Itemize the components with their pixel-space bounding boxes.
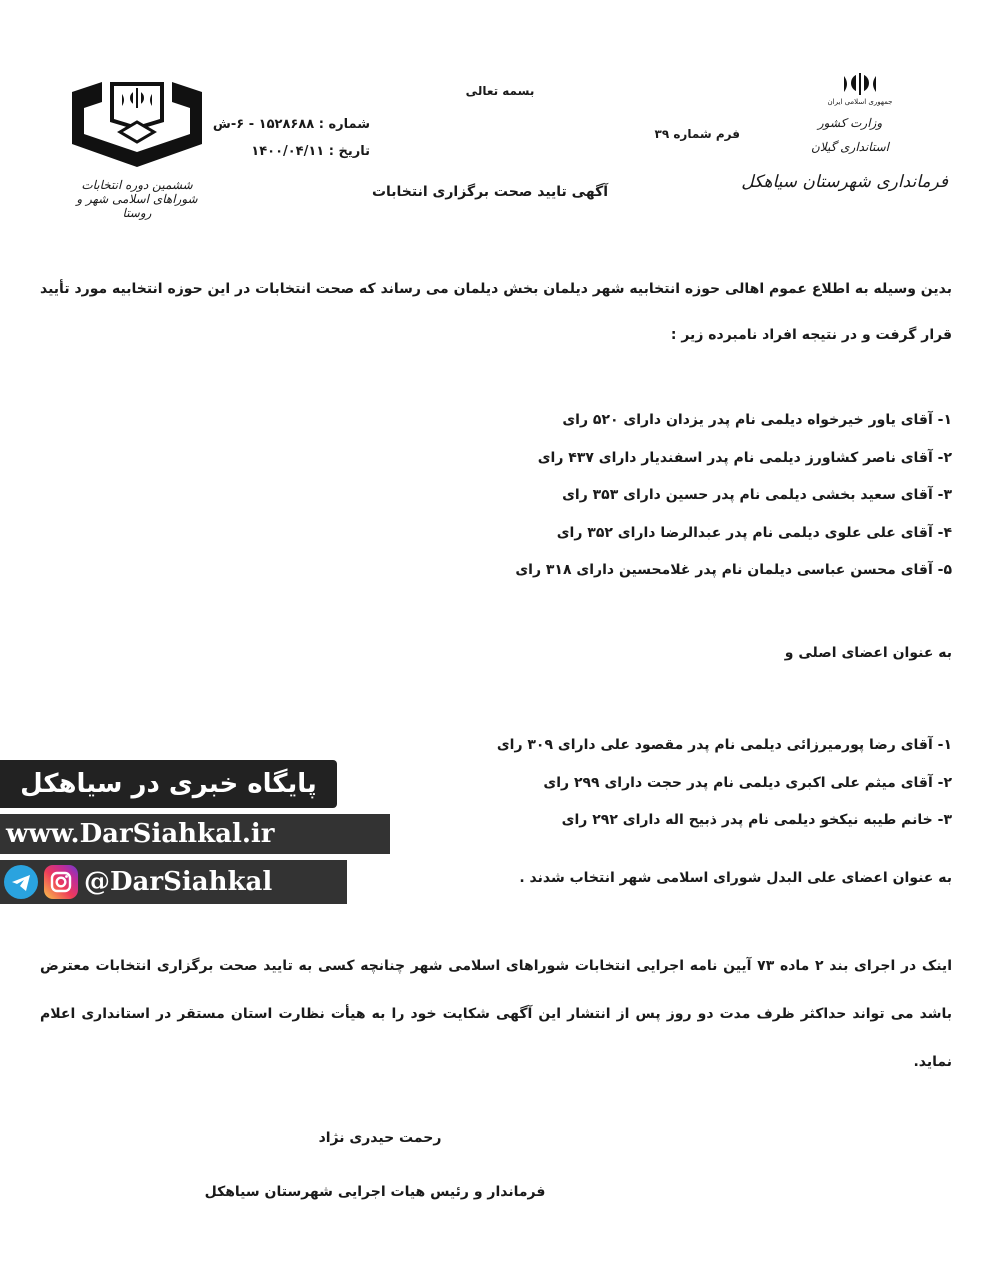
list-item: ۳- خانم طیبه نیکخو دیلمی نام پدر ذبیح اله دارای ۲۹۲ رای <box>561 812 952 828</box>
instagram-icon[interactable] <box>44 865 78 899</box>
main-members-list <box>380 402 952 590</box>
list-item: ۵- آقای محسن عباسی دیلمان نام پدر غلامحسین دارای ۳۱۸ رای <box>515 562 952 578</box>
page-title: آگهی تایید صحت برگزاری انتخابات <box>371 184 609 200</box>
election-logo-icon <box>62 72 212 172</box>
watermark-title: پایگاه خبری در سیاهکل <box>0 760 337 808</box>
basmala: بسمه تعالی <box>465 84 535 98</box>
iran-emblem-icon <box>840 70 880 100</box>
telegram-icon[interactable] <box>4 865 38 899</box>
main-members-caption: به عنوان اعضای اصلی و <box>784 645 952 661</box>
ministry-line1: وزارت کشور <box>817 116 883 130</box>
list-item: ۳- آقای سعید بخشی دیلمی نام پدر حسین دارای ۳۵۳ رای <box>562 487 952 503</box>
ministry-line2: استانداری گیلان <box>811 140 889 154</box>
alternate-caption: به عنوان اعضای علی البدل شورای اسلامی شهر انتخاب شدند . <box>519 870 952 886</box>
signatory-title: فرماندار و رئیس هیات اجرایی شهرستان سیاهکل <box>204 1184 546 1200</box>
watermark-url[interactable]: www.DarSiahkal.ir <box>0 814 390 854</box>
letter-number: شماره : ۱۵۲۸۶۸۸ - ۶-ش <box>212 117 370 132</box>
list-item: ۲- آقای میثم علی اکبری دیلمی نام پدر حجت دارای ۲۹۹ رای <box>543 774 952 791</box>
list-item: ۱- آقای یاور خیرخواه دیلمی نام پدر یزدان دارای ۵۲۰ رای <box>562 412 952 428</box>
alternate-members-list <box>380 727 952 840</box>
watermark-handle-bar <box>0 860 347 904</box>
ministry-line3: فرمانداری شهرستان سیاهکل <box>741 172 948 192</box>
logo-caption-line1: ششمین دوره انتخابات <box>81 178 193 192</box>
watermark-handle[interactable]: @DarSiahkal <box>84 867 273 897</box>
emblem-caption: جمهوری اسلامی ایران <box>827 98 893 106</box>
intro-paragraph: بدین وسیله به اطلاع عموم اهالی حوزه انتخابیه شهر دیلمان بخش دیلمان می رساند که صحت انتخابات در این حوزه انتخابیه مورد تأیید قرار گرفت و در نتیجه افراد نامبرده زیر : <box>40 281 952 343</box>
list-item: ۲- آقای ناصر کشاورز دیلمی نام پدر اسفندیار دارای ۴۳۷ رای <box>537 449 952 466</box>
signatory-name: رحمت حیدری نژاد <box>318 1130 442 1146</box>
list-item: ۱- آقای رضا پورمیرزائی دیلمی نام پدر مقصود علی دارای ۳۰۹ رای <box>496 737 952 753</box>
notice-paragraph: اینک در اجرای بند ۲ ماده ۷۳ آیین نامه اجرایی انتخابات شوراهای اسلامی شهر چنانچه کسی به تایید صحت برگزاری انتخابات معترض باشد می تواند حداکثر ظرف مدت دو روز پس از انتشار این آگهی شکایت خود را به هیأت نظارت استان مستقر در استانداری اعلام نماید. <box>40 958 952 1070</box>
form-number: فرم شماره ۳۹ <box>654 127 740 141</box>
ministry-block <box>741 70 950 210</box>
letter-date: تاریخ : ۱۴۰۰/۰۴/۱۱ <box>251 144 370 159</box>
list-item: ۴- آقای علی علوی دیلمی نام پدر عبدالرضا دارای ۳۵۲ رای <box>556 524 952 541</box>
logo-caption-line2: شوراهای اسلامی شهر و روستا <box>76 192 198 220</box>
election-logo <box>62 72 212 220</box>
